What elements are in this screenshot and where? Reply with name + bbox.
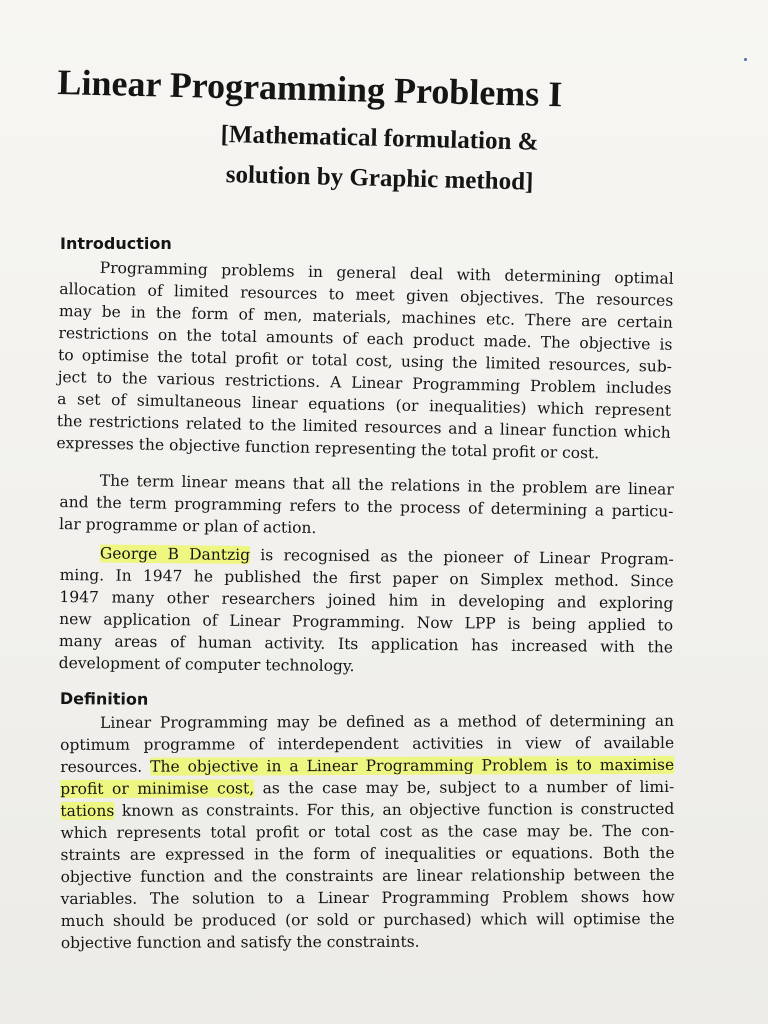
text-line: which represents total profit or total cost as the case may be. The con- <box>60 821 675 842</box>
text-segment: is recognised as the pioneer of Linear Program- <box>249 545 674 569</box>
text-line: optimum programme of interdependent activities in view of available <box>60 733 675 754</box>
introduction-heading: Introduction <box>60 234 172 253</box>
text-line: objective function and satisfy the constraints. <box>60 932 420 952</box>
text-line: and the term programming refers to the process of determining a particu- <box>59 492 674 521</box>
highlighted-text: tations <box>60 801 115 820</box>
text-line <box>60 798 674 822</box>
text-segment: known as constraints. For this, an objective function is constructed <box>114 799 675 820</box>
text-line: development of computer technology. <box>58 653 355 676</box>
text-segment: resources. <box>60 757 151 776</box>
page-subtitle-line-1: [Mathematical formulation & <box>220 120 539 156</box>
introduction-paragraph-1 <box>56 256 674 466</box>
text-line: expresses the objective function representing the total profit or cost. <box>56 433 600 463</box>
text-line: lar programme or plan of action. <box>58 514 317 538</box>
highlighted-name: George B Dantzig <box>99 544 251 564</box>
text-segment: as the case may be, subject to a number of limi- <box>254 777 675 798</box>
text-line: the restrictions related to the limited resources and a linear function which <box>56 411 671 442</box>
text-line: ject to the various restrictions. A Linear Programming Problem includes <box>57 367 672 398</box>
highlighted-text: profit or minimise cost, <box>60 779 255 798</box>
page-subtitle-line-2: solution by Graphic method] <box>225 161 534 196</box>
text-line: ming. In 1947 he published the first paper on Simplex method. Since <box>59 565 674 591</box>
text-line: The term linear means that all the relations in the problem are linear <box>99 471 674 499</box>
introduction-paragraph-3 <box>59 542 674 680</box>
introduction-paragraph-2 <box>59 469 674 545</box>
text-line: new application of Linear Programming. Now LPP is being applied to <box>59 609 674 635</box>
highlighted-text: The objective in a Linear Programming Problem is to maximise <box>150 755 675 776</box>
text-line: Programming problems in general deal with determining optimal <box>99 258 674 288</box>
text-line: restrictions on the total amounts of each product made. The objective is <box>58 323 673 354</box>
text-line: much should be produced (or sold or purchased) which will optimise the <box>60 909 675 930</box>
ink-speck <box>744 58 747 61</box>
definition-paragraph <box>60 710 675 954</box>
text-line: allocation of limited resources to meet given objectives. The resources <box>59 279 674 310</box>
text-line: objective function and the constraints are linear relationship between the <box>60 865 675 886</box>
text-line: variables. The solution to a Linear Programming Problem shows how <box>60 887 675 908</box>
text-line: many areas of human activity. Its application has increased with the <box>58 631 674 657</box>
text-line <box>60 776 674 800</box>
text-line: Linear Programming may be defined as a method of determining an <box>100 711 675 732</box>
text-line <box>60 754 674 778</box>
text-line: 1947 many other researchers joined him in developing and exploring <box>59 587 674 613</box>
page-title: Linear Programming Problems I <box>57 62 563 115</box>
definition-heading: Definition <box>59 689 149 709</box>
text-line: a set of simultaneous linear equations (or inequalities) which represent <box>57 389 672 420</box>
text-line: to optimise the total profit or total cost, using the limited resources, sub- <box>57 345 673 376</box>
text-line: straints are expressed in the form of inequalities or equations. Both the <box>60 843 675 864</box>
text-line: may be in the form of men, materials, machines etc. There are certain <box>58 301 674 332</box>
